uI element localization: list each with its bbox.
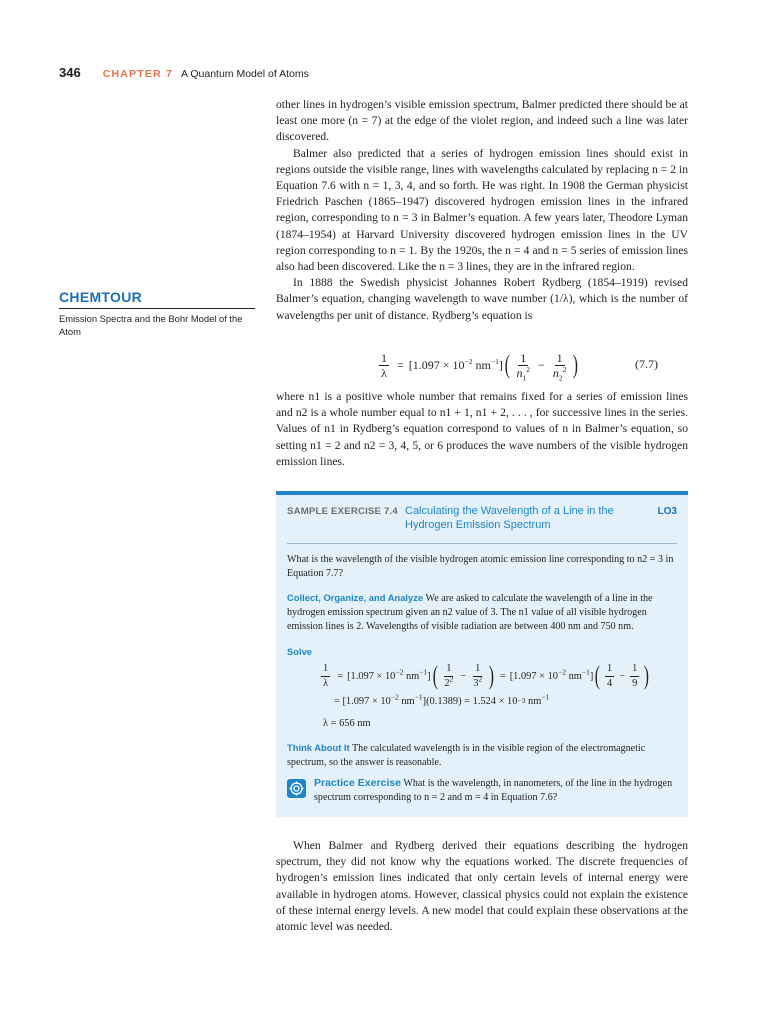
learning-objective: LO3 xyxy=(657,506,677,517)
chemtour-sidebar xyxy=(59,289,255,338)
running-header xyxy=(59,65,309,81)
sample-exercise-title: Calculating the Wavelength of a Line in the Hydrogen Emission Spectrum xyxy=(405,505,614,531)
sample-exercise-box xyxy=(276,491,688,817)
body-text-bottom xyxy=(276,838,688,935)
body-text-middle xyxy=(276,389,688,470)
paragraph-3: In 1888 the Swedish physicist Johannes Robert Rydberg (1854–1919) revised Balmer’s equation, changing wavelength to wave number (1/λ), which is the number of wavelengths per unit of distance. Rydberg’s equation is xyxy=(276,276,688,322)
body-text-top xyxy=(276,97,688,324)
think-section xyxy=(287,741,679,770)
chemtour-logo[interactable]: CHEMTOUR xyxy=(59,289,255,309)
collect-heading: Collect, Organize, and Analyze xyxy=(287,592,424,603)
practice-section xyxy=(314,777,678,805)
lhs-fraction xyxy=(379,351,389,380)
paragraph-4: where n1 is a positive whole number that remains fixed for a series of emission lines and n2 is a whole number equal to n1 + 1, n1 + 2, . . . , for successive lines in the series. Values of n1 in Rydberg’s equation correspond to values of n in Balmer’s equation, so setting n1 = 2 and n2 = 3, 4, 5, or 6 produces the wave numbers of the visible hydrogen emission lines. xyxy=(276,390,688,468)
think-heading: Think About It xyxy=(287,742,350,753)
paragraph-1: other lines in hydrogen’s visible emission spectrum, Balmer predicted there should be at least one more (n = 7) at the edge of the violet region, and indeed such a line was later discovered. xyxy=(276,98,688,144)
practice-target-icon xyxy=(287,779,306,798)
lhs-numerator: 1 xyxy=(381,350,387,365)
practice-heading: Practice Exercise xyxy=(314,777,401,789)
solve-line-3: λ = 656 nm xyxy=(323,717,371,729)
sample-exercise-label: SAMPLE EXERCISE 7.4 xyxy=(287,506,398,517)
chapter-title: A Quantum Model of Atoms xyxy=(181,68,309,80)
solve-line-1: $\frac{1}{\lambda}$ = [$1.097 \times 10^{-2}$ $nm^{-1}$] ( $\frac{1}{2^2}$ − $\frac{1}{3^2}$ ) = [$1.097 \times 10^{-2}$ $nm^{-1}$] ( $\frac{1}{4}$ − $\frac{1}{9}$ ) xyxy=(323,661,650,690)
paragraph-2: Balmer also predicted that a series of hydrogen emission lines should exist in regions outside the visible range, lines with wavelengths calculated by replacing n = 2 in Equation 7.6 with n = 1, 3, 4, and so forth. He was right. In 1908 the German physicist Friedrich Paschen (1865–1947) discovered hydrogen emission lines in the infrared region, corresponding to n = 3 in Balmer’s equation. A few years later, Theodore Lyman (1874–1954) at Harvard University discovered hydrogen emission lines in the UV region corresponding to n = 1. By the 1920s, the n = 4 and n = 5 series of emission lines also had been discovered. Like the n = 3 lines, they are in the infrared region. xyxy=(276,146,688,274)
equation-number: (7.7) xyxy=(635,357,658,371)
rydberg-equation xyxy=(276,345,688,385)
collect-text: We are asked to calculate the wavelength of a line in the hydrogen emission spectrum given an n2 value of 3. The n1 value of all visible hydrogen emission lines is 2. Wavelengths of visible radiation are between 400 nm and 750 nm. xyxy=(287,593,653,632)
sample-question: What is the wavelength of the visible hydrogen atomic emission line corresponding to n2 = 3 in Equation 7.7? xyxy=(287,554,674,579)
paragraph-5: When Balmer and Rydberg derived their equations describing the hydrogen spectrum, they did not know why the equations worked. The discrete frequencies of hydrogen’s emission lines indicated that only certain levels of internal energy were available in hydrogen atoms. However, classical physics could not explain the existence of these internal energy levels. A new model that could explain these observations at the atomic level was needed. xyxy=(276,839,688,934)
n1-fraction: $\frac{1}{n_1^2}$ xyxy=(516,350,531,382)
practice-text: What is the wavelength, in nanometers, of the line in the hydrogen spectrum corresponding to n = 2 and m = 4 in Equation 7.6? xyxy=(314,778,673,803)
page-number: 346 xyxy=(59,65,81,80)
n2-fraction: $\frac{1}{n_2^2}$ xyxy=(552,350,567,382)
rydberg-constant: [$1.097 \times 10^{-2}$ $nm^{-1}$] xyxy=(408,356,503,372)
chapter-label: CHAPTER 7 xyxy=(102,68,174,80)
think-text: The calculated wavelength is in the visible region of the electromagnetic spectrum, so the answer is reasonable. xyxy=(287,743,646,768)
equation-expression: $\frac{1}{\lambda}$ = [$1.097 \times 10^{-2}$ $nm^{-1}$] ( $\frac{1}{n_1^2}$ − $\frac{1}{n_2^2}$ ) xyxy=(381,350,579,382)
sample-exercise-header xyxy=(287,506,677,544)
solve-line-2: = [$1.097 \times 10^{-2}$ $nm^{-1}$] (0.1389) = 1.524 × 10 −3 $nm^{-1}$ xyxy=(334,692,550,707)
solve-heading: Solve xyxy=(287,646,313,657)
collect-section xyxy=(287,591,679,633)
lhs-denominator: λ xyxy=(381,365,387,380)
solve-section xyxy=(287,645,679,660)
chemtour-caption[interactable]: Emission Spectra and the Bohr Model of the Atom xyxy=(59,313,243,337)
